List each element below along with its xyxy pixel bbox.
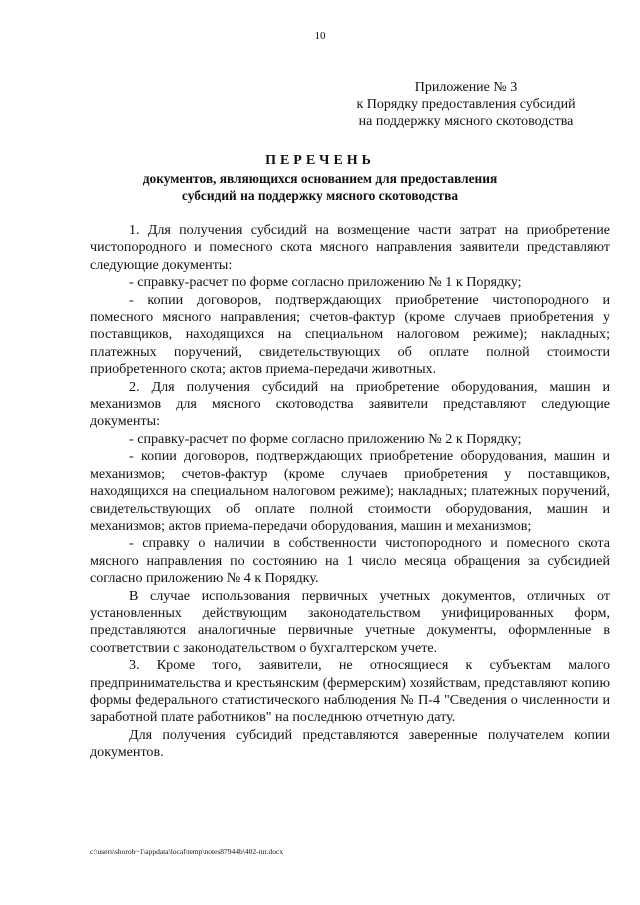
appendix-subject: на поддержку мясного скотоводства — [358, 114, 574, 129]
paragraph-9: 3. Кроме того, заявители, не относящиеся к субъектам малого предпринимательства и крестьянским (фермерским) хозяйствам, представляют копию формы федерального статистического наблюдения № П-4 "Сведения о численности и заработной плате работников" на последнюю отчетную дату. — [90, 657, 610, 726]
appendix-number: Приложение № 3 — [414, 80, 518, 95]
title-line-2: субсидий на поддержку мясного скотоводства — [181, 188, 459, 203]
paragraph-4: 2. Для получения субсидий на приобретение оборудования, машин и механизмов для мясного скотоводства заявители представляют следующие документы: — [90, 378, 610, 430]
paragraph-1: 1. Для получения субсидий на возмещение части затрат на приобретение чистопородного и помесного скота мясного направления заявители представляют следующие документы: — [90, 222, 610, 273]
paragraph-3: - копии договоров, подтверждающих приобретение чистопородного и помесного мясного направления; счетов-фактур (кроме случаев приобретения у поставщиков, находящихся на специальном налоговом режиме); накладных; платежных поручений, свидетельствующих об оплате полной стоимости приобретенного скота; актов приема-передачи животных. — [90, 291, 610, 378]
paragraph-7: - справку о наличии в собственности чистопородного и помесного скота мясного направления по состоянию на 1 число месяца обращения за субсидией согласно приложению № 4 к Порядку. — [90, 535, 610, 587]
title-line-1: документов, являющихся основанием для предоставления — [142, 171, 498, 186]
paragraph-10: Для получения субсидий представляются заверенные получателем копии документов. — [90, 726, 610, 761]
appendix-block — [330, 79, 602, 130]
paragraph-8: В случае использования первичных учетных документов, отличных от установленных действующим законодательством унифицированных форм, представляются аналогичные первичные учетные документы, оформленные в соответствии с законодательством о бухгалтерском учете. — [90, 587, 610, 656]
document-body — [90, 222, 610, 762]
footer-file-path: c:\users\shoroh~1\appdata\local\temp\notes87944b\402-пп.docx — [90, 847, 284, 856]
paragraph-5: - справку-расчет по форме согласно приложению № 2 к Порядку; — [129, 430, 522, 447]
appendix-reference: к Порядку предоставления субсидий — [356, 97, 576, 112]
page-number: 10 — [314, 30, 326, 42]
paragraph-6: - копии договоров, подтверждающих приобретение оборудования, машин и механизмов; счетов-фактур (кроме случаев приобретения у поставщиков, находящихся на специальном налоговом режиме); накладных; платежных поручений, свидетельствующих об оплате полной стоимости оборудования, машин и механизмов; актов приема-передачи оборудования, машин и механизмов; — [90, 448, 610, 534]
document-title — [0, 152, 640, 204]
paragraph-2: - справку-расчет по форме согласно приложению № 1 к Порядку; — [129, 274, 522, 291]
title-heading: ПЕРЕЧЕНЬ — [265, 153, 375, 168]
